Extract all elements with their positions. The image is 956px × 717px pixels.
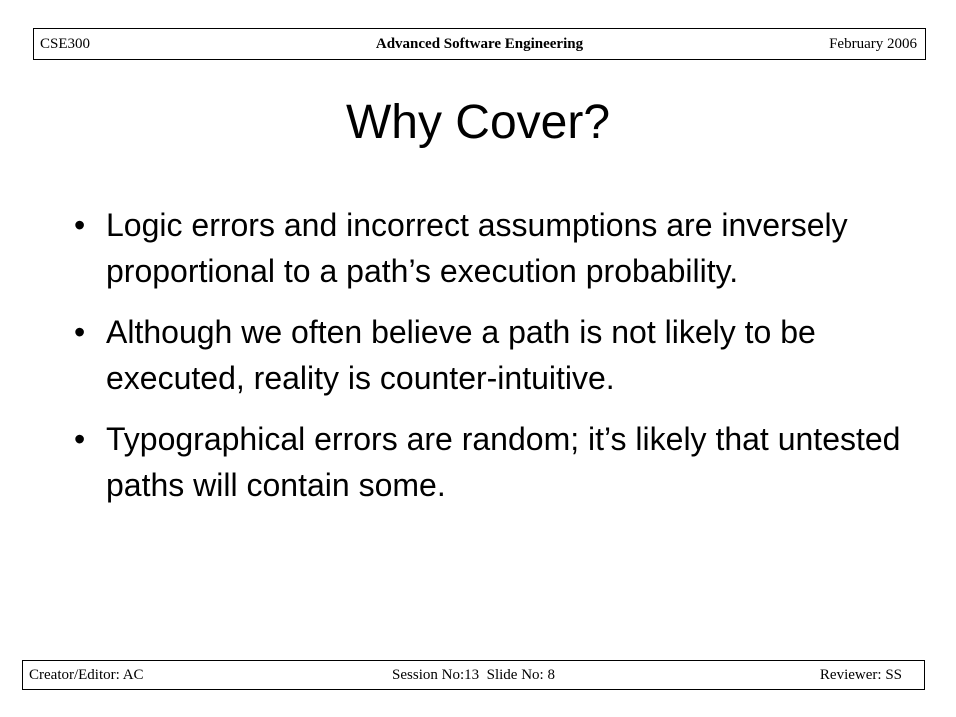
reviewer: Reviewer: SS: [819, 667, 902, 683]
bullet-icon: •: [74, 314, 86, 350]
bullet-text: Logic errors and incorrect assumptions are inversely proportional to a path’s execution probability.: [106, 207, 848, 289]
slide-header: [33, 28, 926, 60]
bullet-icon: •: [74, 207, 86, 243]
bullet-item: [74, 309, 904, 401]
slide-footer: [22, 660, 925, 690]
creator-editor: Creator/Editor: AC: [29, 667, 144, 683]
course-title: Advanced Software Engineering: [375, 36, 584, 52]
slide-title: Why Cover?: [345, 96, 611, 149]
bullet-item: [74, 416, 904, 508]
bullet-text: Although we often believe a path is not likely to be executed, reality is counter-intuitive.: [106, 314, 816, 396]
course-code: CSE300: [40, 36, 91, 52]
bullet-list: [74, 202, 904, 523]
bullet-icon: •: [74, 421, 86, 457]
session-slide-number: Session No:13 Slide No: 8: [392, 667, 555, 683]
header-date: February 2006: [829, 36, 917, 52]
bullet-item: [74, 202, 904, 294]
bullet-text: Typographical errors are random; it’s likely that untested paths will contain some.: [106, 421, 901, 503]
